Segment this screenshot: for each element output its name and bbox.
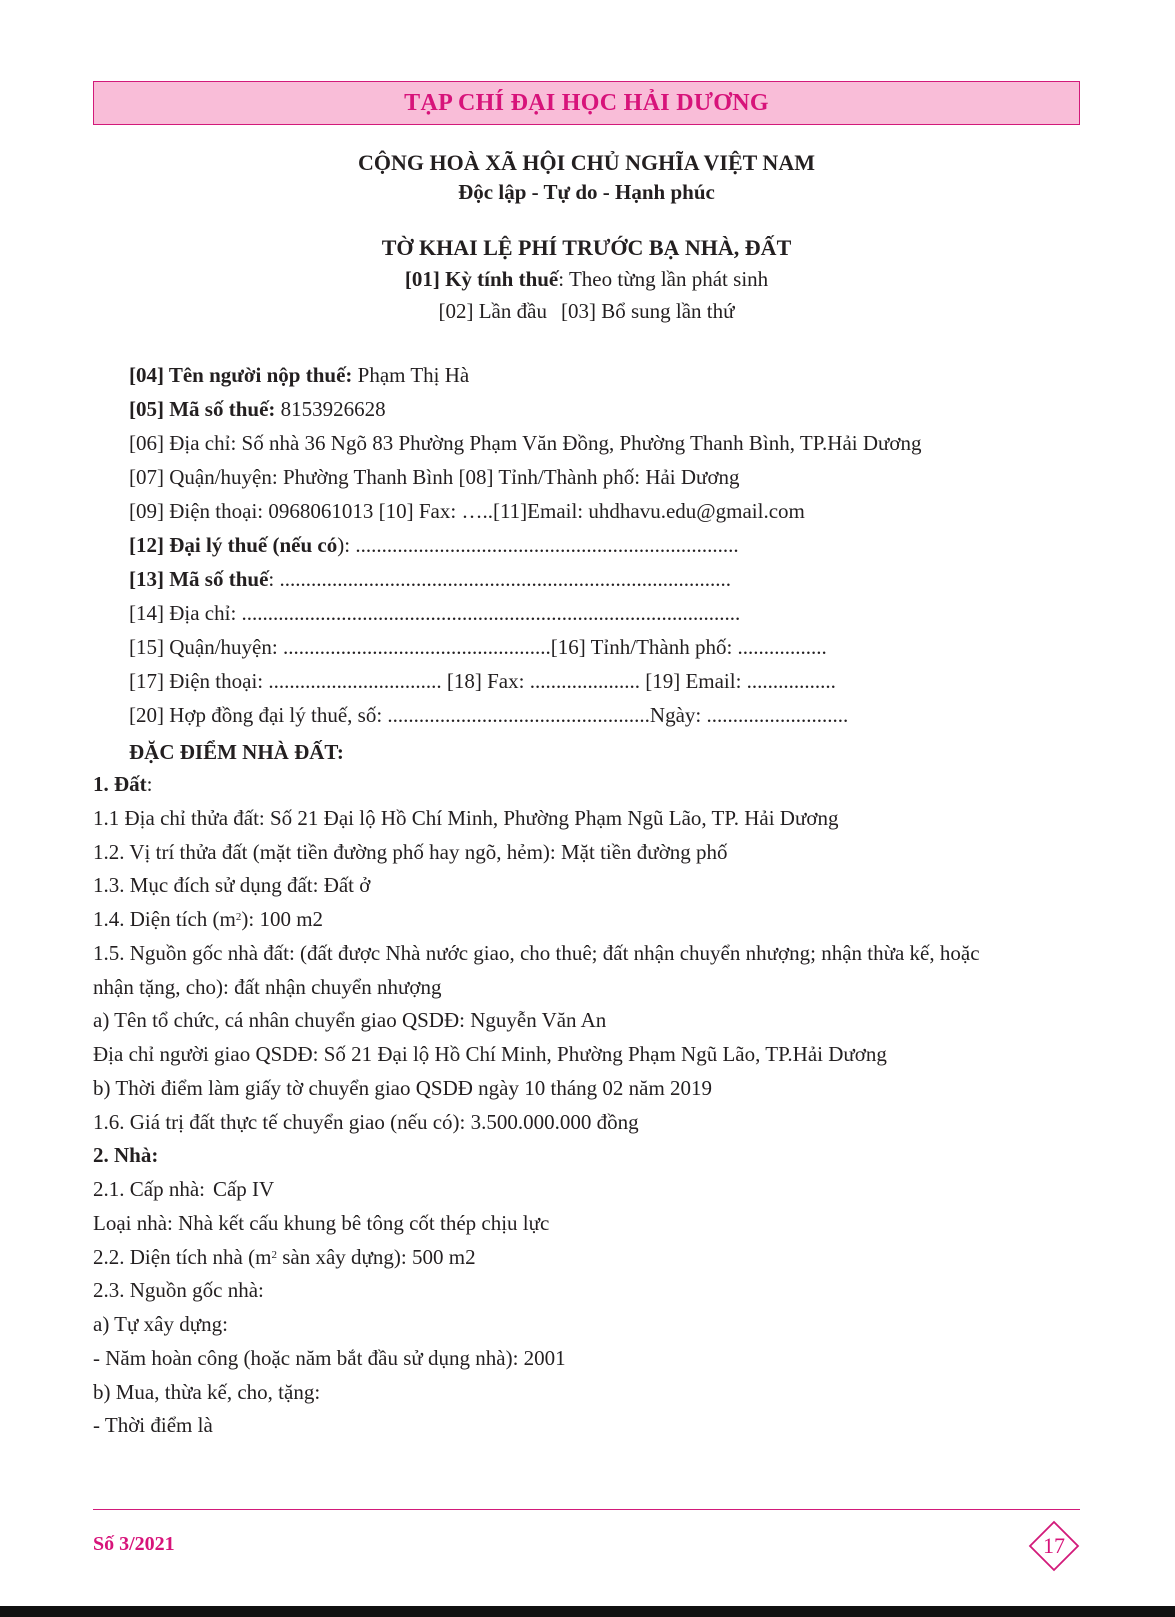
agent-contract-line: [20] Hợp đồng đại lý thuế, số: ..................................................Ngày: ...........................	[129, 703, 849, 727]
land-area-value: ): 100 m2	[241, 907, 324, 931]
taxpayer-name-label: [04] Tên người nộp thuế:	[129, 363, 353, 387]
land-origin-1: 1.5. Nguồn gốc nhà đất: (đất được Nhà nước giao, cho thuê; đất nhận chuyển nhượng; nhận thừa kế, hoặc	[93, 940, 980, 965]
tax-code-label: [05] Mã số thuế:	[129, 397, 276, 421]
land-title: 1. Đất	[93, 772, 147, 796]
house-grade-label: 2.1. Cấp nhà:	[93, 1177, 205, 1201]
land-origin-2: nhận tặng, cho): đất nhận chuyển nhượng	[93, 974, 442, 999]
house-origin: 2.3. Nguồn gốc nhà:	[93, 1278, 264, 1303]
scan-edge	[0, 1606, 1175, 1617]
transfer-date: b) Thời điểm làm giấy tờ chuyển giao QSDĐ ngày 10 tháng 02 năm 2019	[93, 1075, 713, 1100]
transferor-address: Địa chỉ người giao QSDĐ: Số 21 Đại lộ Hồ Chí Minh, Phường Phạm Ngũ Lão, TP.Hải Dương	[93, 1042, 887, 1066]
land-value: 1.6. Giá trị đất thực tế chuyển giao (nếu có): 3.500.000.000 đồng	[93, 1109, 639, 1134]
contact-line: [09] Điện thoại: 0968061013 [10] Fax: …..[11]Email: uhdhavu.edu@gmail.com	[129, 499, 805, 523]
agent-tax-code-label: [13] Mã số thuế	[129, 567, 269, 591]
agent-label: [12] Đại lý thuế (nếu có	[129, 533, 338, 557]
footer-divider	[93, 1509, 1080, 1510]
house-grade-line	[93, 1173, 1083, 1207]
form-title: TỜ KHAI LỆ PHÍ TRƯỚC BẠ NHÀ, ĐẤT	[381, 235, 792, 260]
declaration-type-line	[93, 299, 1080, 324]
taxpayer-info	[129, 358, 1080, 732]
first-declaration: [02] Lần đầu	[438, 299, 547, 323]
house-area-line	[93, 1241, 1083, 1275]
house-area-value: sàn xây dựng): 500 m2	[276, 1244, 476, 1269]
agent-contact-line: [17] Điện thoại: ................................. [18] Fax: ..................... [19] Email: .................	[129, 669, 836, 693]
taxpayer-name-value: Phạm Thị Hà	[352, 363, 470, 387]
house-area-label: 2.2. Diện tích nhà (m	[93, 1244, 272, 1269]
purchase-inheritance: b) Mua, thừa kế, cho, tặng:	[93, 1379, 321, 1404]
issue-number: Số 3/2021	[93, 1533, 175, 1555]
land-area-sup: 2	[235, 911, 242, 923]
journal-banner	[93, 81, 1080, 125]
land-position: 1.2. Vị trí thửa đất (mặt tiền đường phố hay ngõ, hẻm): Mặt tiền đường phố	[93, 839, 728, 864]
house-type: Loại nhà: Nhà kết cấu khung bê tông cốt thép chịu lực	[93, 1210, 550, 1235]
land-area-line	[93, 903, 1083, 937]
tax-period-label: [01] Kỳ tính thuế	[404, 267, 559, 291]
property-details	[93, 768, 1083, 1443]
agent-tax-code-value: : ......................................................................................	[268, 567, 731, 591]
completion-year: - Năm hoàn công (hoặc năm bắt đầu sử dụng nhà): 2001	[93, 1345, 566, 1370]
land-purpose: 1.3. Mục đích sử dụng đất: Đất ở	[93, 873, 371, 898]
tax-code-value: 8153926628	[275, 397, 386, 421]
tax-code-line	[129, 392, 1080, 426]
time-line: - Thời điểm là	[93, 1413, 213, 1438]
motto: Độc lập - Tự do - Hạnh phúc	[458, 180, 715, 204]
tax-period-line	[93, 267, 1080, 292]
house-grade-value: Cấp IV	[212, 1177, 275, 1201]
agent-line	[129, 528, 1080, 562]
self-built: a) Tự xây dựng:	[93, 1312, 228, 1336]
transferor-name: a) Tên tổ chức, cá nhân chuyển giao QSDĐ: Nguyễn Văn An	[93, 1008, 607, 1033]
tax-period-value: : Theo từng lần phát sinh	[558, 267, 769, 291]
property-section-heading: ĐẶC ĐIỂM NHÀ ĐẤT:	[129, 740, 344, 764]
house-area-sup: 2	[271, 1248, 277, 1261]
page-number: 17	[1043, 1533, 1065, 1558]
land-address: 1.1 Địa chỉ thửa đất: Số 21 Đại lộ Hồ Chí Minh, Phường Phạm Ngũ Lão, TP. Hải Dương	[93, 805, 839, 830]
agent-address-line: [14] Địa chỉ: ...............................................................................................	[129, 601, 741, 625]
agent-tax-code-line	[129, 562, 1080, 596]
address-line: [06] Địa chỉ: Số nhà 36 Ngõ 83 Phường Phạm Văn Đồng, Phường Thanh Bình, TP.Hải Dương	[129, 431, 922, 455]
agent-district-line: [15] Quận/huyện: ...................................................[16] Tỉnh/Thành phố: .................	[129, 635, 827, 659]
journal-title: TẠP CHÍ ĐẠI HỌC HẢI DƯƠNG	[404, 90, 769, 116]
page-number-badge	[1028, 1520, 1080, 1572]
agent-value: ): .........................................................................	[337, 533, 739, 557]
house-title: 2. Nhà:	[93, 1143, 159, 1168]
nation-title: CỘNG HOÀ XÃ HỘI CHỦ NGHĨA VIỆT NAM	[358, 150, 815, 175]
district-line: [07] Quận/huyện: Phường Thanh Bình [08] Tỉnh/Thành phố: Hải Dương	[129, 465, 740, 489]
land-title-colon: :	[146, 772, 153, 796]
land-area-label: 1.4. Diện tích (m	[93, 907, 236, 931]
land-title-line	[93, 768, 1083, 802]
supplement-declaration: [03] Bổ sung lần thứ	[560, 299, 735, 323]
taxpayer-name-line	[129, 358, 1080, 392]
